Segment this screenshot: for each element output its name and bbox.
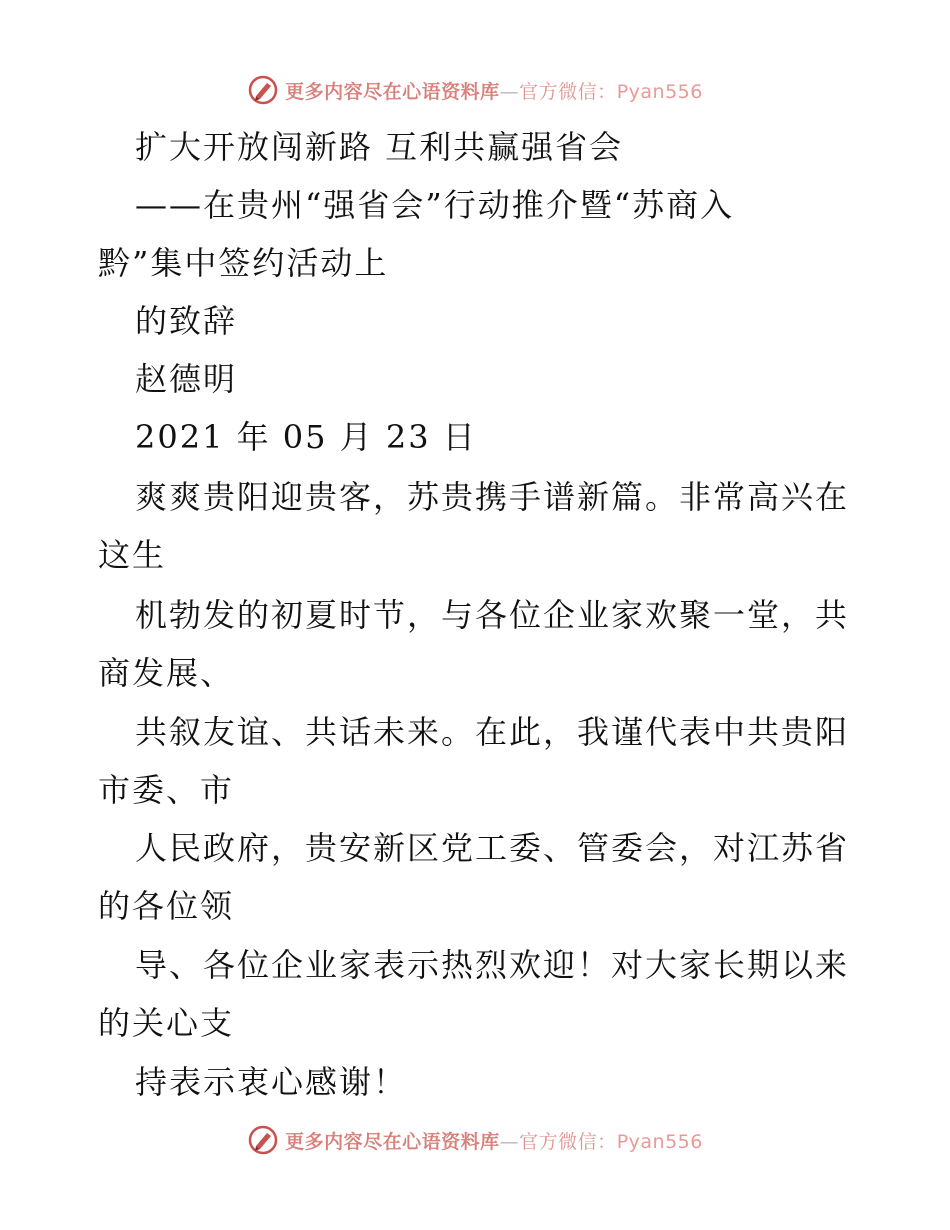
paragraph-line: 这生 xyxy=(98,536,167,574)
banner-official-label: 官方微信： xyxy=(519,80,617,103)
paragraph-line: 爽爽贵阳迎贵客，苏贵携手谱新篇。非常高兴在 xyxy=(135,478,850,516)
speech-subtitle-line-1: ——在贵州“强省会”行动推介暨“苏商入 xyxy=(135,186,735,224)
pen-logo-icon xyxy=(247,1124,279,1156)
banner-text xyxy=(285,77,703,104)
paragraph-line: 的各位领 xyxy=(98,887,235,925)
paragraph-line: 持表示衷心感谢！ xyxy=(135,1063,408,1101)
speech-title: 扩大开放闯新路 互利共赢强省会 xyxy=(135,128,624,166)
paragraph-line: 导、各位企业家表示热烈欢迎！对大家长期以来 xyxy=(135,946,850,984)
header-watermark-banner xyxy=(0,70,950,110)
banner-wechat-id: Pyan556 xyxy=(616,1130,703,1153)
paragraph-line: 的关心支 xyxy=(98,1004,235,1042)
footer-watermark-banner xyxy=(0,1120,950,1160)
paragraph-line: 机勃发的初夏时节，与各位企业家欢聚一堂，共 xyxy=(135,596,850,634)
speaker-name: 赵德明 xyxy=(135,360,238,398)
pen-logo-icon xyxy=(247,74,279,106)
banner-wechat-id: Pyan556 xyxy=(616,80,703,103)
speech-subtitle-line-3: 的致辞 xyxy=(135,302,238,340)
banner-separator: — xyxy=(499,80,520,103)
speech-subtitle-line-2: 黔”集中签约活动上 xyxy=(98,244,389,282)
banner-title: 更多内容尽在心语资料库 xyxy=(285,1130,500,1153)
paragraph-line: 人民政府，贵安新区党工委、管委会，对江苏省 xyxy=(135,829,850,867)
banner-title: 更多内容尽在心语资料库 xyxy=(285,80,500,103)
paragraph-line: 市委、市 xyxy=(98,771,235,809)
paragraph-line: 商发展、 xyxy=(98,654,235,692)
speech-date: 2021 年 05 月 23 日 xyxy=(135,418,477,456)
paragraph-line: 共叙友谊、共话未来。在此，我谨代表中共贵阳 xyxy=(135,713,850,751)
banner-official-label: 官方微信： xyxy=(519,1130,617,1153)
banner-separator: — xyxy=(499,1130,520,1153)
banner-text xyxy=(285,1127,703,1154)
